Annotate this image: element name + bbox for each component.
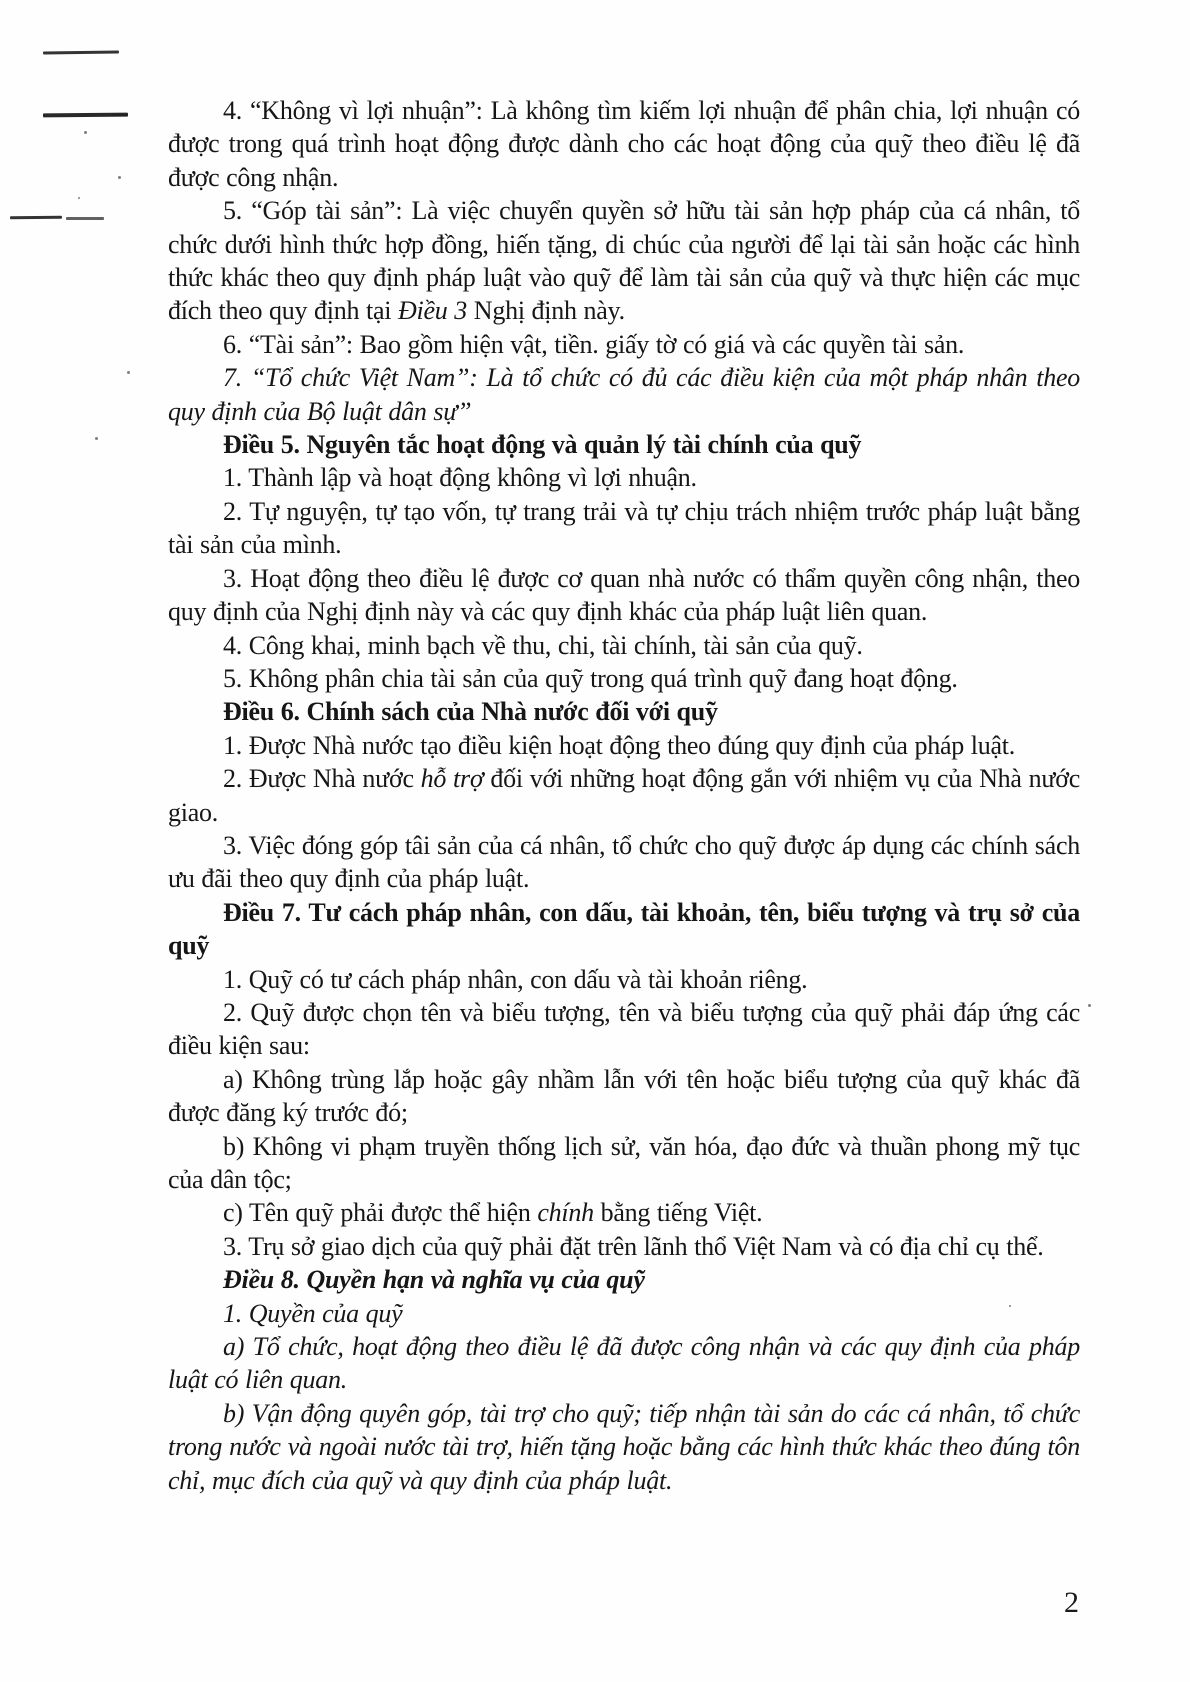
paragraph [168, 194, 1080, 328]
scan-artifact-dash [10, 216, 62, 219]
paragraph [168, 1063, 1080, 1130]
text-segment: 6. “Tài sản”: Bao gồm hiện vật, tiền. giấy tờ có giá và các quyền tài sản. [223, 329, 965, 359]
article-heading [168, 428, 1080, 461]
paragraph [168, 495, 1080, 562]
paragraph [168, 996, 1080, 1063]
scan-artifact-dash [43, 50, 119, 54]
paragraph [168, 963, 1080, 996]
paragraph [168, 762, 1080, 829]
text-segment: 5. Không phân chia tài sản của quỹ trong quá trình quỹ đang hoạt động. [223, 663, 958, 693]
text-segment: b) Không vi phạm truyền thống lịch sử, văn hóa, đạo đức và thuần phong mỹ tục của dân tộc; [168, 1131, 1080, 1194]
text-segment: 3. Trụ sở giao dịch của quỹ phải đặt trên lãnh thổ Việt Nam và có địa chỉ cụ thể. [223, 1231, 1044, 1261]
article-heading [168, 695, 1080, 728]
document-body [168, 94, 1080, 1497]
paragraph [168, 328, 1080, 361]
text-segment: c) Tên quỹ phải được thể hiện [223, 1198, 538, 1228]
text-segment: 1. Thành lập và hoạt động không vì lợi nhuận. [223, 463, 697, 493]
paragraph [168, 1330, 1080, 1397]
scan-artifact-speck [84, 131, 87, 134]
scan-artifact-speck [78, 197, 80, 199]
text-segment: hỗ trợ [420, 764, 484, 794]
scan-artifact-speck [127, 371, 130, 374]
text-segment: 1. Quyền của quỹ [223, 1298, 403, 1328]
text-segment: 5. “Góp tài sản”: Là việc chuyển quyền sở hữu tài sản hợp pháp của cá nhân, tổ chức dưới hình thức hợp đồng, hiến tặng, di chúc của người để lại tài sản hoặc các hình thức khác theo quy định pháp luật vào quỹ để làm tài sản của quỹ và thực hiện các mục đích theo quy định tại [168, 196, 1080, 326]
scan-artifact-speck [1088, 1004, 1091, 1007]
article-heading [168, 1263, 1080, 1296]
scan-artifact-dash [66, 217, 104, 220]
text-segment: bằng tiếng Việt. [593, 1198, 763, 1228]
paragraph [168, 829, 1080, 896]
paragraph [168, 629, 1080, 662]
text-segment: 4. “Không vì lợi nhuận”: Là không tìm kiếm lợi nhuận để phân chia, lợi nhuận có được trong quá trình hoạt động được dành cho các hoạt động của quỹ theo điều lệ đã được công nhận. [168, 96, 1080, 192]
paragraph [168, 1397, 1080, 1497]
text-segment: 7. “Tổ chức Việt Nam”: Là tổ chức có đủ các điều kiện của một pháp nhân theo quy định của Bộ luật dân sự” [168, 363, 1080, 426]
paragraph [168, 94, 1080, 194]
paragraph [168, 1130, 1080, 1197]
text-segment: Điều 6. Chính sách của Nhà nước đối với quỹ [223, 697, 718, 727]
text-segment: 2. Được Nhà nước [223, 764, 421, 794]
text-segment: 1. Quỹ có tư cách pháp nhân, con dấu và tài khoản riêng. [223, 964, 808, 994]
text-segment: 1. Được Nhà nước tạo điều kiện hoạt động theo đúng quy định của pháp luật. [223, 730, 1016, 760]
text-segment: đối với những hoạt động gắn với nhiệm vụ của Nhà nước giao. [168, 764, 1080, 827]
text-segment: 2. Quỹ được chọn tên và biểu tượng, tên và biểu tượng của quỹ phải đáp ứng các điều kiện sau: [168, 997, 1080, 1061]
paragraph [168, 562, 1080, 629]
text-segment: Điều 3 [398, 296, 468, 326]
paragraph [168, 461, 1080, 494]
text-segment: a) Không trùng lắp hoặc gây nhầm lẫn với tên hoặc biểu tượng của quỹ khác đã được đăng ký trước đó; [168, 1064, 1080, 1128]
scan-artifact-dash [112, 114, 128, 116]
scan-artifact-speck [95, 437, 98, 440]
text-segment: Điều 8. Quyền hạn và nghĩa vụ của quỹ [223, 1265, 645, 1295]
paragraph [168, 1196, 1080, 1229]
paragraph [168, 1230, 1080, 1263]
text-segment: Điều 5. Nguyên tắc hoạt động và quản lý tài chính của quỹ [223, 430, 862, 460]
paragraph [168, 662, 1080, 695]
text-segment: chính [537, 1198, 594, 1228]
text-segment: b) Vận động quyên góp, tài trợ cho quỹ; tiếp nhận tài sản do các cá nhân, tổ chức trong nước và ngoài nước tài trợ, hiến tặng hoặc bằng các hình thức khác theo đúng tôn chỉ, mục đích của quỹ và quy định của pháp luật. [168, 1398, 1080, 1495]
scan-artifact-speck [118, 176, 121, 179]
article-heading [168, 896, 1080, 963]
text-segment: 3. Việc đóng góp tâi sản của cá nhân, tổ chức cho quỹ được áp dụng các chính sách ưu đãi theo quy định của pháp luật. [168, 830, 1080, 894]
text-segment: a) Tổ chức, hoạt động theo điều lệ đã được công nhận và các quy định của pháp luật có liên quan. [168, 1332, 1080, 1395]
paragraph [168, 361, 1080, 428]
text-segment: Nghị định này. [467, 296, 625, 326]
text-segment: 2. Tự nguyện, tự tạo vốn, tự trang trải và tự chịu trách nhiệm trước pháp luật bằng tài sản của mình. [168, 496, 1080, 560]
paragraph [168, 729, 1080, 762]
paragraph [168, 1297, 1080, 1330]
page-number: 2 [1064, 1586, 1079, 1619]
text-segment: 3. Hoạt động theo điều lệ được cơ quan nhà nước có thẩm quyền công nhận, theo quy định của Nghị định này và các quy định khác của pháp luật liên quan. [168, 563, 1080, 627]
text-segment: 4. Công khai, minh bạch về thu, chi, tài chính, tài sản của quỹ. [223, 630, 863, 660]
text-segment: Điều 7. Tư cách pháp nhân, con dấu, tài khoản, tên, biểu tượng và trụ sở của quỹ [168, 897, 1080, 961]
